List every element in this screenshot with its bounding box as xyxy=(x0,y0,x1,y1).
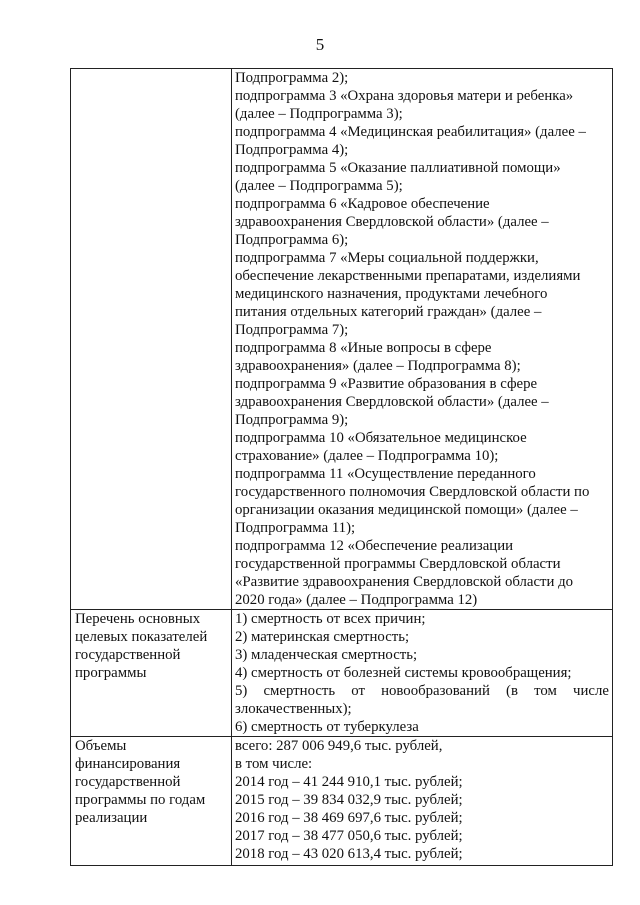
financing-year-line: 2016 год – 38 469 697,6 тыс. рублей; xyxy=(235,810,463,826)
indicator-line-justified xyxy=(235,682,609,700)
table-row-subprograms xyxy=(71,69,613,610)
subprogram-line: здравоохранения Свердловской области» (далее – xyxy=(235,214,549,230)
subprogram-line: (далее – Подпрограмма 5); xyxy=(235,178,403,194)
financing-label-line: Объемы xyxy=(75,738,127,754)
financing-label-line: реализации xyxy=(75,810,148,826)
subprogram-line: страхование» (далее – Подпрограмма 10); xyxy=(235,448,499,464)
subprogram-line: Подпрограмма 11); xyxy=(235,520,356,536)
subprogram-line: «Развитие здравоохранения Свердловской области до xyxy=(235,574,574,590)
subprogram-line: питания отдельных категорий граждан» (далее – xyxy=(235,304,542,320)
program-passport-table xyxy=(70,68,613,866)
indicators-value-cell xyxy=(232,610,613,737)
indicators-label-cell xyxy=(71,610,232,737)
subprogram-line: Подпрограмма 7); xyxy=(235,322,349,338)
financing-line: в том числе: xyxy=(235,756,313,772)
indicator-line: злокачественных); xyxy=(235,701,352,717)
indicators-label-line: целевых показателей xyxy=(75,629,208,645)
indicator-word: смертность xyxy=(263,683,336,699)
subprogram-line: подпрограмма 3 «Охрана здоровья матери и ребенка» xyxy=(235,88,574,104)
subprogram-line: Подпрограмма 6); xyxy=(235,232,349,248)
table-row-financing xyxy=(71,737,613,866)
subprogram-line: Подпрограмма 9); xyxy=(235,412,349,428)
indicator-line: 1) смертность от всех причин; xyxy=(235,611,426,627)
subprograms-label-cell xyxy=(71,69,232,610)
subprogram-line: государственной программы Свердловской области xyxy=(235,556,561,572)
indicator-word: числе xyxy=(573,683,609,699)
subprogram-line: подпрограмма 12 «Обеспечение реализации xyxy=(235,538,514,554)
financing-label-line: государственной xyxy=(75,774,181,790)
table-row-indicators xyxy=(71,610,613,737)
subprogram-line: подпрограмма 4 «Медицинская реабилитация» (далее – xyxy=(235,124,586,140)
financing-label-cell xyxy=(71,737,232,866)
indicator-word: 5) xyxy=(235,683,248,699)
financing-line: всего: 287 006 949,6 тыс. рублей, xyxy=(235,738,443,754)
subprogram-line: подпрограмма 10 «Обязательное медицинское xyxy=(235,430,527,446)
financing-label-line: финансирования xyxy=(75,756,181,772)
indicator-word: от xyxy=(351,683,365,699)
subprogram-line: подпрограмма 8 «Иные вопросы в сфере xyxy=(235,340,492,356)
subprogram-line: медицинского назначения, продуктами лечебного xyxy=(235,286,548,302)
subprogram-line: Подпрограмма 4); xyxy=(235,142,349,158)
financing-year-line: 2018 год – 43 020 613,4 тыс. рублей; xyxy=(235,846,463,862)
indicator-line: 6) смертность от туберкулеза xyxy=(235,719,419,735)
subprogram-line: подпрограмма 11 «Осуществление переданного xyxy=(235,466,536,482)
financing-year-line: 2017 год – 38 477 050,6 тыс. рублей; xyxy=(235,828,463,844)
subprogram-line: здравоохранения» (далее – Подпрограмма 8); xyxy=(235,358,521,374)
subprogram-line: здравоохранения Свердловской области» (далее – xyxy=(235,394,549,410)
indicator-line: 3) младенческая смертность; xyxy=(235,647,418,663)
indicators-label-line: государственной xyxy=(75,647,181,663)
indicator-word: новообразований xyxy=(381,683,490,699)
subprogram-line: подпрограмма 7 «Меры социальной поддержки, xyxy=(235,250,539,266)
financing-year-line: 2015 год – 39 834 032,9 тыс. рублей; xyxy=(235,792,463,808)
indicator-line: 2) материнская смертность; xyxy=(235,629,410,645)
subprogram-line: подпрограмма 9 «Развитие образования в сфере xyxy=(235,376,538,392)
subprogram-line: Подпрограмма 2); xyxy=(235,70,349,86)
financing-year-line: 2014 год – 41 244 910,1 тыс. рублей; xyxy=(235,774,463,790)
indicator-line: 4) смертность от болезней системы кровообращения; xyxy=(235,665,572,681)
subprogram-line: подпрограмма 5 «Оказание паллиативной помощи» xyxy=(235,160,561,176)
subprogram-line: (далее – Подпрограмма 3); xyxy=(235,106,403,122)
subprogram-line: организации оказания медицинской помощи» (далее – xyxy=(235,502,578,518)
indicator-word: том xyxy=(534,683,557,699)
financing-value-cell xyxy=(232,737,613,866)
subprogram-line: государственного полномочия Свердловской области по xyxy=(235,484,590,500)
subprogram-line: подпрограмма 6 «Кадровое обеспечение xyxy=(235,196,490,212)
subprogram-line: обеспечение лекарственными препаратами, изделиями xyxy=(235,268,581,284)
indicators-label-line: Перечень основных xyxy=(75,611,201,627)
page-number: 5 xyxy=(315,35,325,54)
subprograms-value-cell xyxy=(232,69,613,610)
indicators-label-line: программы xyxy=(75,665,147,681)
financing-label-line: программы по годам xyxy=(75,792,206,808)
indicator-word: (в xyxy=(506,683,518,699)
subprogram-line: 2020 года» (далее – Подпрограмма 12) xyxy=(235,592,478,608)
